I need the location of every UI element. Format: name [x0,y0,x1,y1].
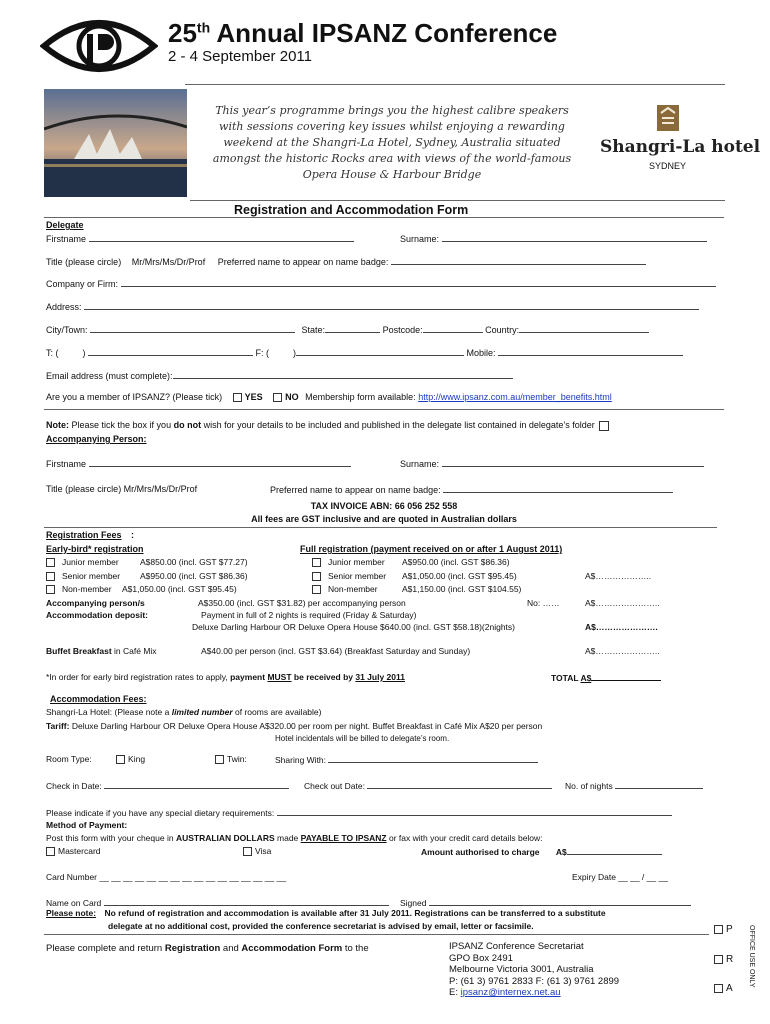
secretariat-email-link[interactable]: ipsanz@internex.net.au [460,987,561,998]
office-a-checkbox[interactable] [714,984,723,993]
room-twin-checkbox[interactable] [215,755,224,764]
email-label: Email address (must complete): [46,371,173,381]
buffet-amount-field[interactable]: A$………………….. [585,646,660,656]
city-label: City/Town: [46,325,88,335]
early-bird-note: *In order for early bird registration rates to apply, payment MUST be received by 31 July 2011 [46,672,405,682]
delegate-firstname-field[interactable] [89,233,354,242]
title-label: Title (please circle) [46,257,122,267]
member-question: Are you a member of IPSANZ? (Please tick) [46,392,223,402]
amount-authorised-field[interactable] [567,846,662,855]
conference-title: 25th Annual IPSANZ Conference [168,18,558,48]
name-on-card-field[interactable] [104,897,389,906]
accommodation-heading: Accommodation Fees: [50,694,147,704]
country-field[interactable] [519,324,649,333]
fax-field[interactable] [296,347,464,356]
card-number-field[interactable]: Card Number __ __ __ __ __ __ __ __ __ __ __ __ __ __ __ __ [46,872,287,882]
conference-dates: 2 - 4 September 2011 [168,48,312,65]
state-field[interactable] [325,324,380,333]
state-label: State: [301,325,326,335]
badge-label: Preferred name to appear on name badge: [217,257,389,267]
nights-field[interactable] [615,780,703,789]
registration-fees-heading: Registration Fees [46,530,122,540]
return-instructions: Please complete and return Registration and Accommodation Form to the [46,943,369,954]
mastercard-checkbox[interactable] [46,847,55,856]
full-nonmember-checkbox[interactable] [312,585,321,594]
accompanying-firstname-field[interactable] [89,458,351,467]
full-junior-checkbox[interactable] [312,558,321,567]
sharing-with-field[interactable] [328,754,538,763]
company-label: Company or Firm: [46,279,119,289]
opera-house-photo [44,89,187,197]
phone-field[interactable] [88,347,253,356]
postcode-field[interactable] [423,324,483,333]
early-bird-heading: Early-bird* registration [46,544,144,554]
accompanying-amount-field[interactable]: A$………………….. [585,598,660,608]
shangri-la-logo: Shangri-La hotel SYDNEY [600,103,735,171]
early-junior-checkbox[interactable] [46,558,55,567]
member-yes-checkbox[interactable] [233,393,242,402]
full-registration-heading: Full registration (payment received on or after 1 August 2011) [300,544,563,554]
accompanying-badge-field[interactable] [443,484,673,493]
country-label: Country: [485,325,520,335]
shangri-la-emblem-icon [655,103,681,133]
dietary-field[interactable] [277,807,672,816]
please-note: Please note: No refund of registration and accommodation is available after 31 July 2011. Registrations can be transferred to a substitute [46,908,606,918]
secretariat-address: IPSANZ Conference Secretariat GPO Box 2491 Melbourne Victoria 3001, Australia P: (61 3) 9761 2833 F: (61 3) 9761 2899 E: ipsanz@internex.net.au [449,941,620,998]
delegate-heading: Delegate [46,220,84,230]
full-senior-checkbox[interactable] [312,572,321,581]
early-nonmember-checkbox[interactable] [46,585,55,594]
registration-amount-field[interactable]: A$……………….. [585,571,652,581]
postcode-label: Postcode: [382,325,423,335]
email-field[interactable] [173,370,513,379]
company-field[interactable] [121,278,716,287]
form-title: Registration and Accommodation Form [234,203,469,217]
visa-checkbox[interactable] [243,847,252,856]
fax-label: F: ( [255,348,270,358]
mobile-field[interactable] [498,347,683,356]
member-no-checkbox[interactable] [273,393,282,402]
accompanying-count-field[interactable]: No: …… [527,598,560,608]
room-king-checkbox[interactable] [116,755,125,764]
phone-label: T: ( [46,348,59,358]
surname-label: Surname: [400,234,440,244]
membership-link[interactable]: http://www.ipsanz.com.au/member_benefits.html [418,392,612,402]
delegate-surname-field[interactable] [442,233,707,242]
office-r-checkbox[interactable] [714,955,723,964]
city-field[interactable] [90,324,295,333]
office-use-label: OFFICE USE ONLY [748,925,755,988]
accompanying-heading: Accompanying Person: [46,434,147,444]
delegate-badge-field[interactable] [391,256,646,265]
checkin-date-field[interactable] [104,780,289,789]
deposit-amount-field[interactable]: A$…………………. [585,622,658,632]
office-p-checkbox[interactable] [714,925,723,934]
mobile-label: Mobile: [466,348,496,358]
ipsanz-logo [40,10,158,82]
address-field[interactable] [84,301,699,310]
programme-blurb: This year’s programme brings you the highest calibre speakers with sessions covering key issues whilst enjoying a rewarding weekend at the Shangri-La Hotel, Sydney, Australia situated amongst the historic Rocks area with views of the world-famous Opera House & Harbour Bridge [212,104,572,181]
expiry-date-field[interactable]: Expiry Date __ __ / __ __ [572,872,668,882]
early-senior-checkbox[interactable] [46,572,55,581]
total-field[interactable]: TOTAL A$ [551,672,661,683]
title-options[interactable]: Mr/Mrs/Ms/Dr/Prof [131,257,206,267]
accompanying-surname-field[interactable] [442,458,704,467]
checkout-date-field[interactable] [367,780,552,789]
address-label: Address: [46,302,82,312]
firstname-label: Firstname [46,234,87,244]
tax-invoice: TAX INVOICE ABN: 66 056 252 558 All fees are GST inclusive and are quoted in Australian dollars [251,501,517,524]
signature-field[interactable] [429,897,691,906]
exclude-from-list-checkbox[interactable] [599,421,609,431]
